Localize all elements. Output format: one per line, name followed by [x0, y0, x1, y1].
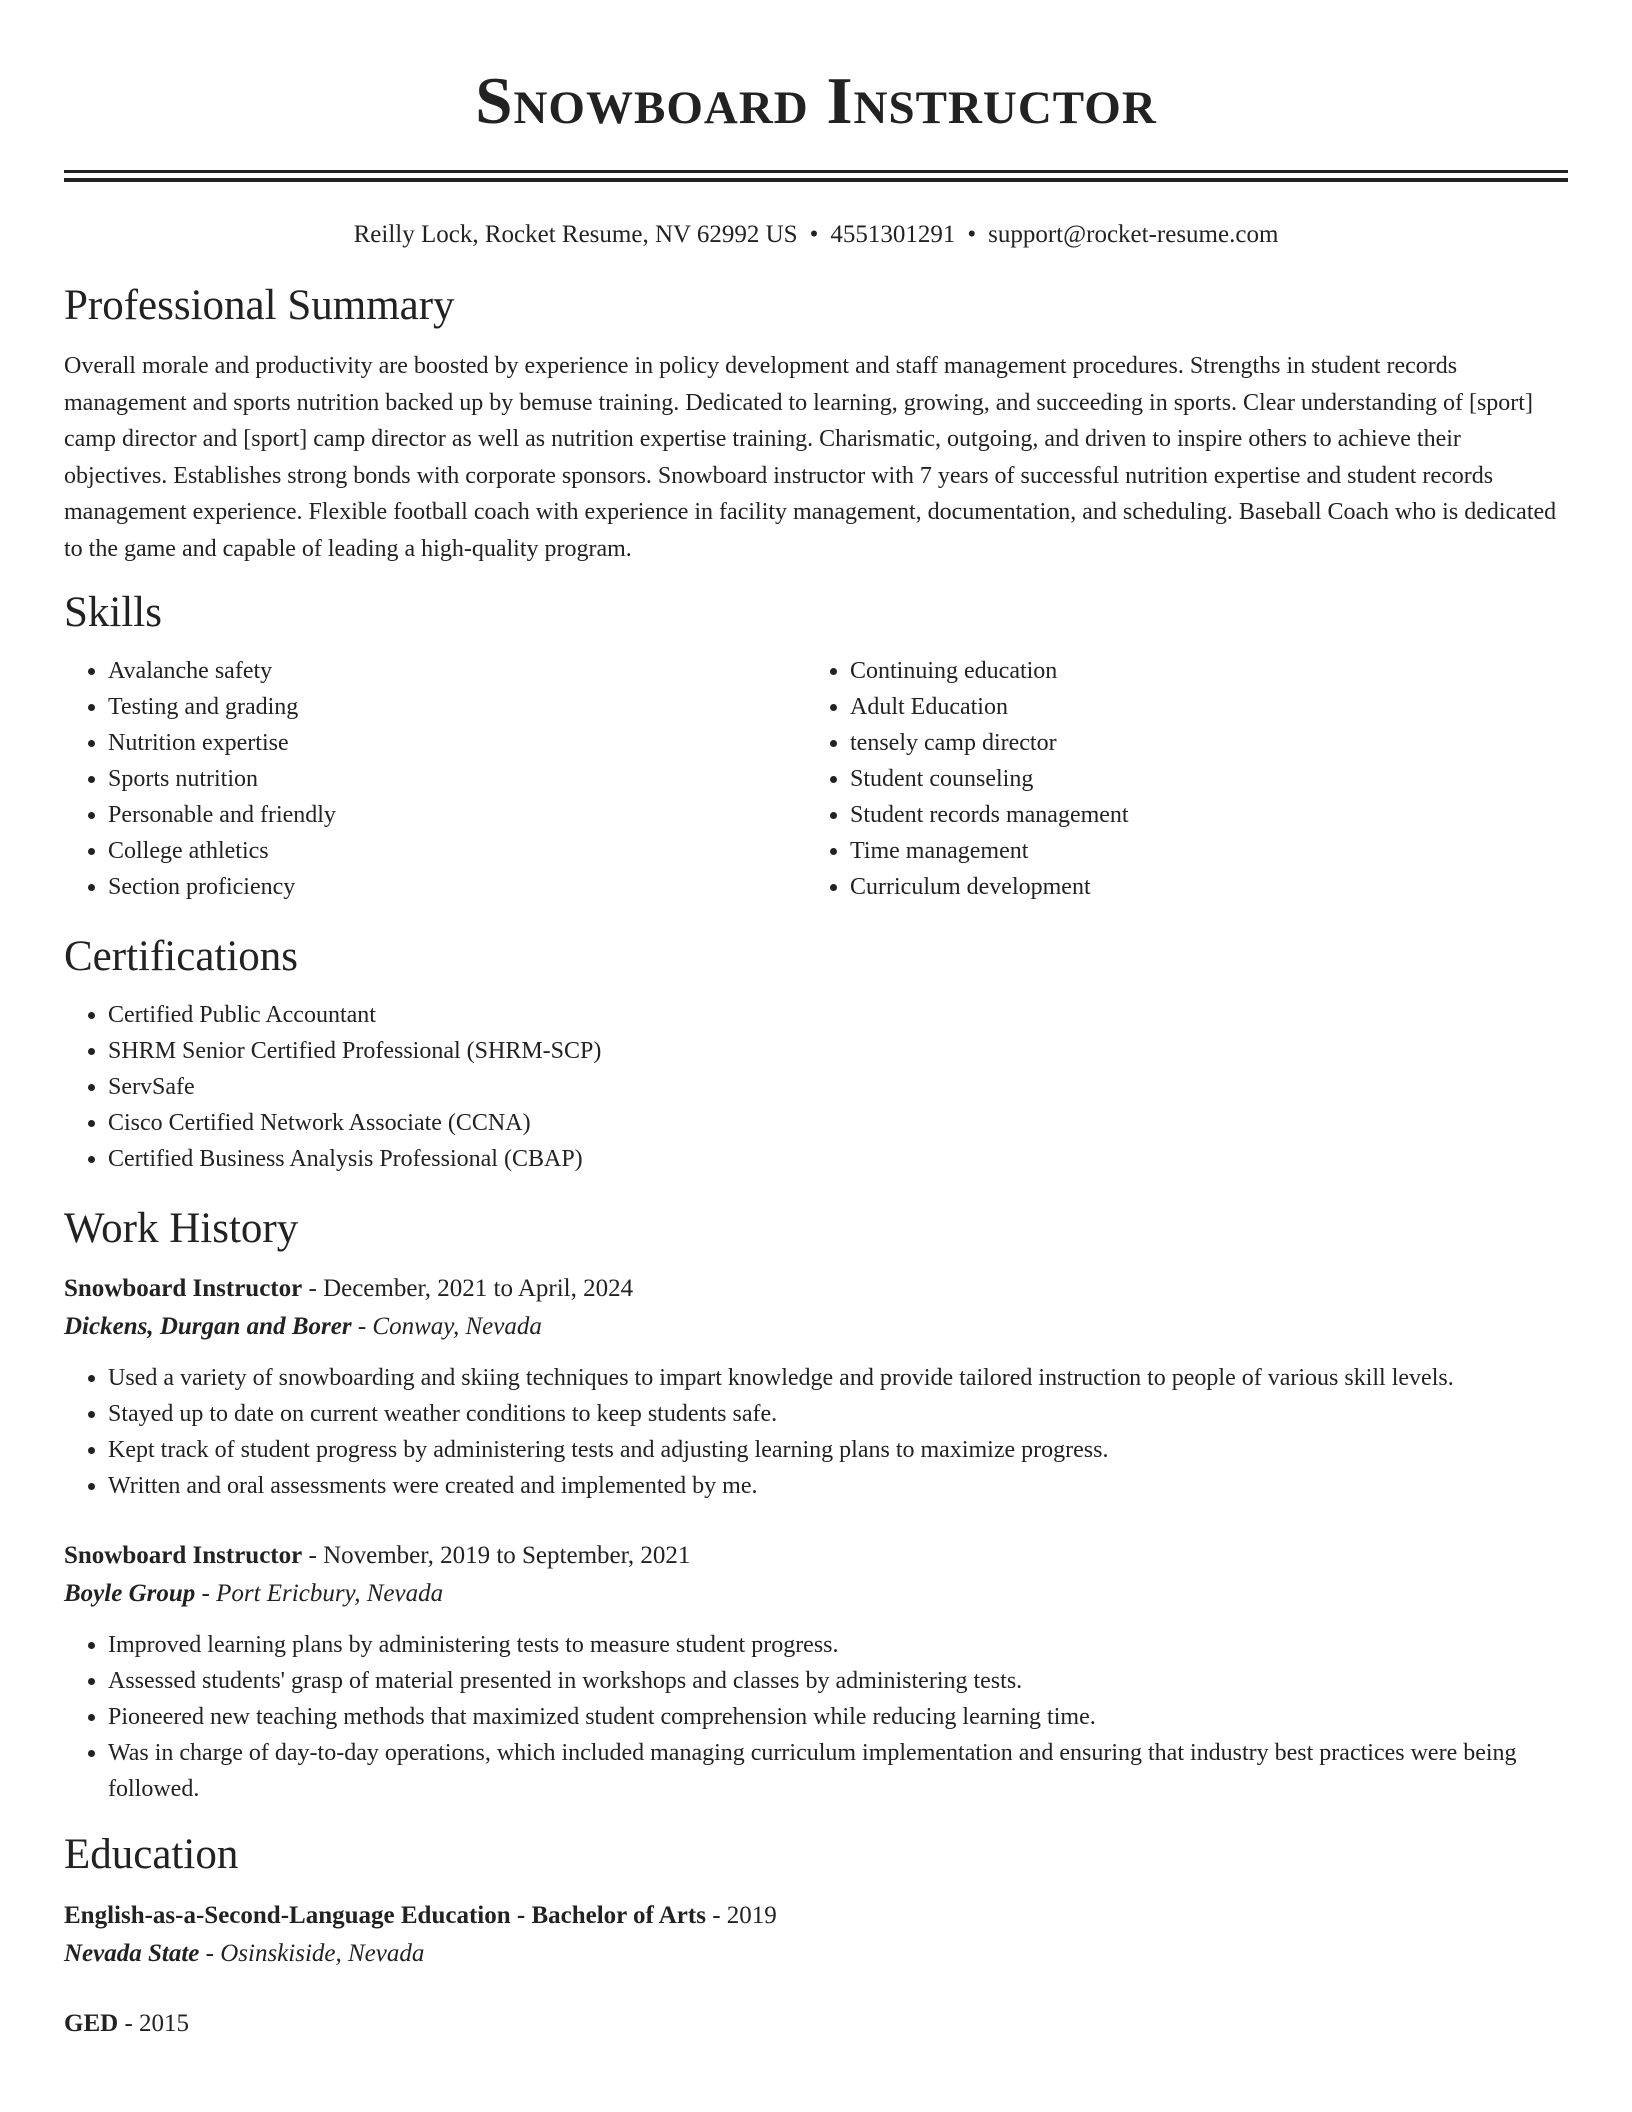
- summary-heading: Professional Summary: [64, 282, 455, 329]
- contact-phone: 4551301291: [830, 221, 956, 248]
- skill-item: • Student counseling: [850, 761, 1548, 797]
- skill-item: • Sports nutrition: [108, 761, 806, 797]
- job-company: Boyle Group: [64, 1580, 196, 1607]
- job-bullet: • Written and oral assessments were created and implemented by me.: [108, 1468, 1568, 1504]
- education-degree: GED: [64, 2010, 119, 2037]
- job-location: Port Ericbury, Nevada: [216, 1580, 444, 1607]
- skill-item: • Time management: [850, 833, 1548, 869]
- skill-item: • tensely camp director: [850, 725, 1548, 761]
- job-company-line: Dickens, Durgan and Borer - Conway, Nevada: [64, 1313, 542, 1340]
- contact-separator: •: [967, 221, 977, 248]
- job-company-line: Boyle Group - Port Ericbury, Nevada: [64, 1580, 444, 1607]
- certifications-list: [64, 997, 1568, 1177]
- certification-item: • SHRM Senior Certified Professional (SHRM-SCP): [108, 1033, 1568, 1069]
- job-bullets: [64, 1627, 1568, 1807]
- job-bullet: • Kept track of student progress by administering tests and adjusting learning plans to maximize progress.: [108, 1432, 1568, 1468]
- education-school-line: Nevada State - Osinskiside, Nevada: [64, 1940, 425, 1967]
- contact-line: [64, 220, 1568, 250]
- job-bullet: • Used a variety of snowboarding and skiing techniques to impart knowledge and provide tailored instruction to people of various skill levels.: [108, 1360, 1568, 1396]
- skills-column-right: [806, 653, 1548, 905]
- job-dates: December, 2021 to April, 2024: [323, 1275, 634, 1302]
- job-title: Snowboard Instructor: [64, 1542, 303, 1569]
- education-degree-line: English-as-a-Second-Language Education - Bachelor of Arts - 2019: [64, 1902, 777, 1929]
- skill-item: • Section proficiency: [108, 869, 806, 905]
- education-year: 2019: [726, 1902, 777, 1929]
- skill-item: • Personable and friendly: [108, 797, 806, 833]
- education-entry: [64, 2005, 1568, 2043]
- job-dates: November, 2019 to September, 2021: [323, 1542, 691, 1569]
- job-bullet: • Assessed students' grasp of material presented in workshops and classes by administering tests.: [108, 1663, 1568, 1699]
- certification-item: • Cisco Certified Network Associate (CCNA): [108, 1105, 1568, 1141]
- education-degree: English-as-a-Second-Language Education - Bachelor of Arts: [64, 1902, 706, 1929]
- resume-page: [64, 0, 1568, 2043]
- skill-item: • Adult Education: [850, 689, 1548, 725]
- education-year: 2015: [139, 2010, 190, 2037]
- education-school: Nevada State: [64, 1940, 200, 1967]
- job-entry: [64, 1270, 1568, 1504]
- skill-item: • Student records management: [850, 797, 1548, 833]
- summary-text: Overall morale and productivity are boosted by experience in policy development and staff management procedures. Strengths in student records management and sports nutrition backed up by bemuse training. Dedicated to learning, growing, and succeeding in sports. Clear understanding of [sport] camp director and [sport] camp director as well as nutrition expertise training. Charismatic, outgoing, and driven to inspire others to achieve their objectives. Establishes strong bonds with corporate sponsors. Snowboard instructor with 7 years of successful nutrition expertise and student records management experience. Flexible football coach with experience in facility management, documentation, and scheduling. Baseball Coach who is dedicated to the game and capable of leading a high-quality program.: [64, 353, 1557, 562]
- certification-item: • Certified Business Analysis Professional (CBAP): [108, 1141, 1568, 1177]
- education-entry: [64, 1897, 1568, 1973]
- certifications-heading: Certifications: [64, 933, 299, 980]
- skill-item: • Avalanche safety: [108, 653, 806, 689]
- job-title-line: Snowboard Instructor - December, 2021 to April, 2024: [64, 1275, 634, 1302]
- certification-item: • Certified Public Accountant: [108, 997, 1568, 1033]
- job-location: Conway, Nevada: [372, 1313, 542, 1340]
- skills-heading: Skills: [64, 589, 162, 636]
- skills-list: [64, 653, 1568, 905]
- contact-email: support@rocket-resume.com: [988, 221, 1279, 248]
- job-bullet: • Pioneered new teaching methods that maximized student comprehension while reducing learning time.: [108, 1699, 1568, 1735]
- job-company: Dickens, Durgan and Borer: [64, 1313, 352, 1340]
- certification-item: • ServSafe: [108, 1069, 1568, 1105]
- title-divider-bottom: [64, 178, 1568, 182]
- skill-item: • Continuing education: [850, 653, 1548, 689]
- education-degree-line: GED - 2015: [64, 2010, 190, 2037]
- resume-title: Snowboard Instructor: [475, 64, 1157, 138]
- skill-item: • Curriculum development: [850, 869, 1548, 905]
- skill-item: • Testing and grading: [108, 689, 806, 725]
- job-title-line: Snowboard Instructor - November, 2019 to September, 2021: [64, 1542, 691, 1569]
- skills-column-left: [64, 653, 806, 905]
- job-bullets: [64, 1360, 1568, 1504]
- contact-separator: •: [809, 221, 819, 248]
- work-history-heading: Work History: [64, 1205, 299, 1252]
- job-entry: [64, 1537, 1568, 1807]
- job-title: Snowboard Instructor: [64, 1275, 303, 1302]
- job-bullet: • Improved learning plans by administering tests to measure student progress.: [108, 1627, 1568, 1663]
- title-divider-top: [64, 170, 1568, 173]
- skill-item: • College athletics: [108, 833, 806, 869]
- job-bullet: • Stayed up to date on current weather conditions to keep students safe.: [108, 1396, 1568, 1432]
- contact-address: Reilly Lock, Rocket Resume, NV 62992 US: [353, 221, 798, 248]
- job-bullet: • Was in charge of day-to-day operations, which included managing curriculum implementation and ensuring that industry best practices were being followed.: [108, 1735, 1568, 1807]
- education-heading: Education: [64, 1831, 239, 1878]
- education-location: Osinskiside, Nevada: [220, 1940, 425, 1967]
- skill-item: • Nutrition expertise: [108, 725, 806, 761]
